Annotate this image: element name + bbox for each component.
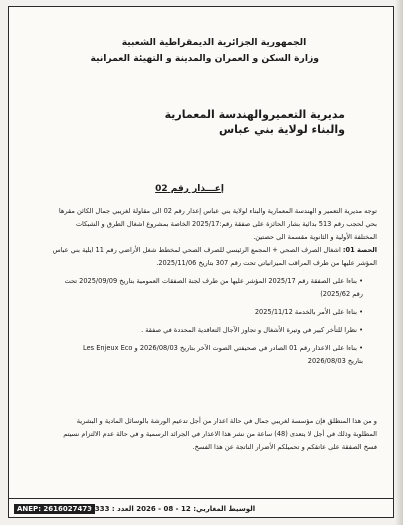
republic-name: الجمهورية الجزائرية الديمقراطية الشعبية	[121, 37, 307, 48]
directorate-name	[115, 107, 345, 137]
notice-body	[25, 205, 377, 368]
official-header	[90, 35, 319, 67]
list-item-2: • بناءا على الأمر بالخدمة 2025/11/12	[254, 308, 363, 316]
newspaper-source: الوسيط المغاربي: 12 - 08 - 2026 العدد : 2333	[90, 505, 256, 513]
list-item-4a: • بناءا على الاعذار رقم 01 الصادر في صحيفتي الصوت الآخر بتاريخ 2026/08/03 و Les Enjeux Eco	[83, 344, 363, 352]
directorate-line-2: والبناء لولاية بني عباس	[218, 123, 345, 136]
notice-page	[8, 6, 394, 518]
directorate-line-1: مديرية التعميروالهندسة المعمارية	[164, 108, 345, 121]
intro-line-2: بحي لحجب رقم 513 بدائية بشار الحائزة على صفقة رقم:2025/17 الخاصة بمشروع اشغال الطرق و الشبكات	[75, 220, 377, 228]
lot-text: اشغال الصرف الصحي + المجمع الرئيسي للصرف الصحي لمخطط شغل الأراضي رقم 11 ايلية بني عباس	[52, 246, 341, 254]
closing-line-2: المطلوبة وذلك في أجل لا يتعدى (48) ساعة من نشر هذا الاعذار في الجرائد الرسمية و في حالة عدم الالتزام نسيتم	[63, 430, 377, 438]
ministry-name: وزارة السكن و العمران والمدينة و التهيئة العمرانية	[90, 53, 319, 64]
lot-label: الحصة 01:	[342, 246, 377, 254]
list-item-1b: رقم 2025/62)	[320, 290, 363, 298]
scan-edge-shadow	[395, 0, 403, 525]
list-item-4b: بتاريخ 2026/08/03	[307, 357, 363, 365]
list-item-1a: • بناءا على الصفقة رقم 2025/17 المؤشر عليها من طرف لجنة الصفقات العمومية بتاريخ 2025/09/09 تحت	[64, 277, 363, 285]
anep-badge: ANEP: 2616027473	[14, 504, 95, 514]
closing-line-3: فسخ الصفقة على عاتقكم و تحميلكم الأضرار الناتجة عن هذا الفسخ.	[192, 443, 377, 451]
lot-paragraph	[25, 244, 377, 257]
closing-paragraph	[25, 415, 377, 454]
intro-line-1: توجه مديرية التعمير و الهندسة المعمارية والبناء لولاية بني عباس إعذار رقم 02 الى مقاولة لغريبي جمال الكائن مقرها	[58, 207, 377, 215]
closing-line-1: و من هذا المنطلق فإن مؤسسة لغريبي جمال في حالة اعذار من أجل تدعيم الورشة بالوسائل المادية و البشرية	[76, 417, 377, 425]
intro-line-3: المختلفة الأولية و الثانوية مقسمة الى حصتين.	[253, 233, 377, 241]
publication-footer	[8, 498, 394, 518]
notice-title: إعـــذار رقم 02	[155, 184, 224, 194]
list-item-3: • نظرا للتأخر كبير في وتيرة الأشغال و تجاوز الآجال التعاقدية المحددة في صفقة .	[141, 326, 363, 334]
approval-line: المؤشر عليها من طرف المراقب الميزانياتي تحت رقم 307 بتاريخ 2025/11/06.	[156, 259, 377, 267]
